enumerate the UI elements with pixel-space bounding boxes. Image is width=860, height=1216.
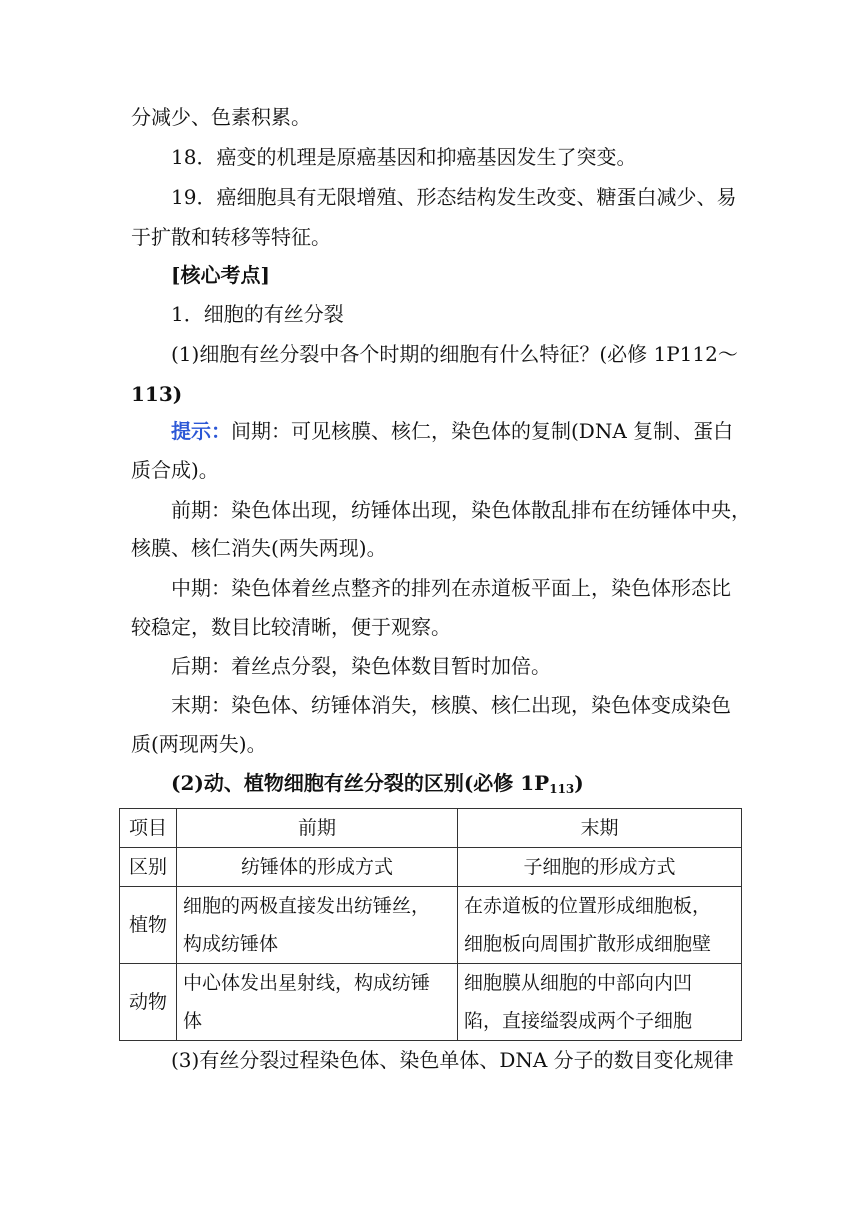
text-line: 末期：染色体、纺锤体消失，核膜、核仁出现，染色体变成染色 <box>171 693 731 717</box>
table-cell <box>458 887 742 964</box>
comparison-table <box>119 808 742 1041</box>
caption-end: ) <box>574 771 584 795</box>
cell-line: 构成纺锤体 <box>183 933 279 955</box>
hint-text: 间期：可见核膜、核仁，染色体的复制(DNA 复制、蛋白 <box>231 419 734 443</box>
cell-line: 细胞的两极直接发出纺锤丝， <box>183 895 431 917</box>
table-cell <box>458 964 742 1041</box>
text-line: 后期：着丝点分裂，染色体数目暂时加倍。 <box>171 654 551 678</box>
text-line: 核膜、核仁消失(两失两现)。 <box>131 536 387 560</box>
text-line: 质(两现两失)。 <box>131 732 267 756</box>
cell-line: 细胞膜从细胞的中部向内凹 <box>464 972 693 994</box>
table-cell: 前期 <box>177 809 458 848</box>
text-line: 18．癌变的机理是原癌基因和抑癌基因发生了突变。 <box>171 145 637 169</box>
text-line: (3)有丝分裂过程染色体、染色单体、DNA 分子的数目变化规律 <box>171 1048 734 1072</box>
table-caption <box>171 770 771 802</box>
table-cell: 纺锤体的形成方式 <box>177 848 458 887</box>
cell-line: 陷，直接缢裂成两个子细胞 <box>464 1010 693 1032</box>
question-line: 113) <box>131 382 183 406</box>
text-line: 于扩散和转移等特征。 <box>131 225 331 249</box>
table-row <box>120 887 742 964</box>
hint-line <box>171 418 734 444</box>
text-line: 较稳定，数目比较清晰，便于观察。 <box>131 615 451 639</box>
table-cell <box>177 964 458 1041</box>
text-line: 19．癌细胞具有无限增殖、形态结构发生改变、糖蛋白减少、易 <box>171 185 737 209</box>
text-line: 中期：染色体着丝点整齐的排列在赤道板平面上，染色体形态比 <box>171 576 731 600</box>
table-cell: 区别 <box>120 848 177 887</box>
table-cell: 项目 <box>120 809 177 848</box>
table-row <box>120 809 742 848</box>
text-line: 前期：染色体出现，纺锤体出现，染色体散乱排布在纺锤体中央， <box>171 498 751 522</box>
cell-line: 在赤道板的位置形成细胞板， <box>464 895 712 917</box>
table-row <box>120 848 742 887</box>
table-row <box>120 964 742 1041</box>
table-cell: 末期 <box>458 809 742 848</box>
cell-line: 体 <box>183 1010 203 1032</box>
table-cell <box>177 887 458 964</box>
hint-label: 提示： <box>171 419 231 443</box>
section-heading: [核心考点] <box>171 263 270 287</box>
text-line: 1．细胞的有丝分裂 <box>171 302 344 326</box>
table-cell: 植物 <box>120 887 177 964</box>
cell-line: 细胞板向周围扩散形成细胞壁 <box>464 933 712 955</box>
question-line: (1)细胞有丝分裂中各个时期的细胞有什么特征？(必修 1P112～ <box>171 342 738 366</box>
caption-text: (2)动、植物细胞有丝分裂的区别(必修 1P <box>171 771 550 795</box>
text-line: 质合成)。 <box>131 458 219 482</box>
table-cell: 动物 <box>120 964 177 1041</box>
cell-line: 中心体发出星射线，构成纺锤 <box>183 972 431 994</box>
caption-subscript: 113 <box>549 782 575 796</box>
text-line: 分减少、色素积累。 <box>131 105 311 129</box>
table-cell: 子细胞的形成方式 <box>458 848 742 887</box>
